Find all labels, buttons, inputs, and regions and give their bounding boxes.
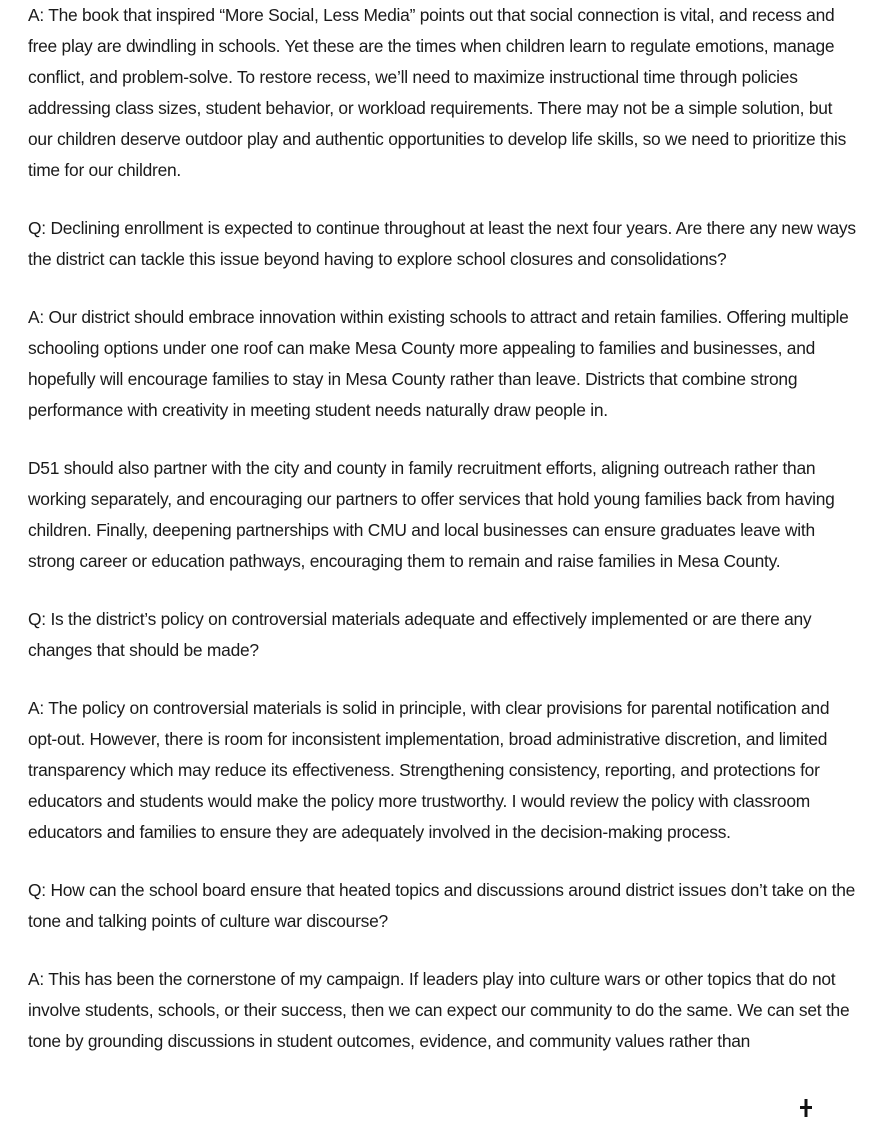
- answer-paragraph-controversial-materials: A: The policy on controversial materials is solid in principle, with clear provisions for parental notification and opt-out. However, there is room for inconsistent implementation, broad administrative discretion, and limited transparency which may reduce its effectiveness. Strengthening consistency, reporting, and protections for educators and students would make the policy more trustworthy. I would review the policy with classroom educators and families to ensure they are adequately involved in the decision-making process.: [28, 698, 830, 842]
- answer-paragraph-recess: A: The book that inspired “More Social, Less Media” points out that social connection is vital, and recess and free play are dwindling in schools. Yet these are the times when children learn to regulate emotions, manage conflict, and problem-solve. To restore recess, we’ll need to maximize instructional time through policies addressing class sizes, student behavior, or workload requirements. There may not be a simple solution, but our children deserve outdoor play and authentic opportunities to develop life skills, so we need to prioritize this time for our children.: [28, 5, 847, 180]
- answer-paragraph-partnerships: D51 should also partner with the city and county in family recruitment efforts, aligning outreach rather than working separately, and encouraging our partners to offer services that hold young families back from having children. Finally, deepening partnerships with CMU and local businesses can ensure graduates leave with strong career or education pathways, encouraging them to remain and raise families in Mesa County.: [28, 458, 835, 571]
- answer-paragraph-culture-war: A: This has been the cornerstone of my campaign. If leaders play into culture wars or other topics that do not involve students, schools, or their success, then we can expect our community to do the same. We can set the tone by grounding discussions in student outcomes, evidence, and community values rather than: [28, 969, 850, 1051]
- question-paragraph-enrollment: Q: Declining enrollment is expected to continue throughout at least the next four years. Are there any new ways the district can tackle this issue beyond having to explore school closures and consolidations?: [28, 218, 856, 269]
- question-paragraph-culture-war: Q: How can the school board ensure that heated topics and discussions around district issues don’t take on the tone and talking points of culture war discourse?: [28, 880, 856, 931]
- article-body: [28, 0, 856, 1084]
- text-cursor-icon: [800, 1099, 812, 1117]
- answer-paragraph-enrollment: A: Our district should embrace innovation within existing schools to attract and retain families. Offering multiple schooling options under one roof can make Mesa County more appealing to families and businesses, and hopefully will encourage families to stay in Mesa County rather than leave. Districts that combine strong performance with creativity in meeting student needs naturally draw people in.: [28, 307, 849, 420]
- question-paragraph-controversial-materials: Q: Is the district’s policy on controversial materials adequate and effectively implemented or are there any changes that should be made?: [28, 609, 812, 660]
